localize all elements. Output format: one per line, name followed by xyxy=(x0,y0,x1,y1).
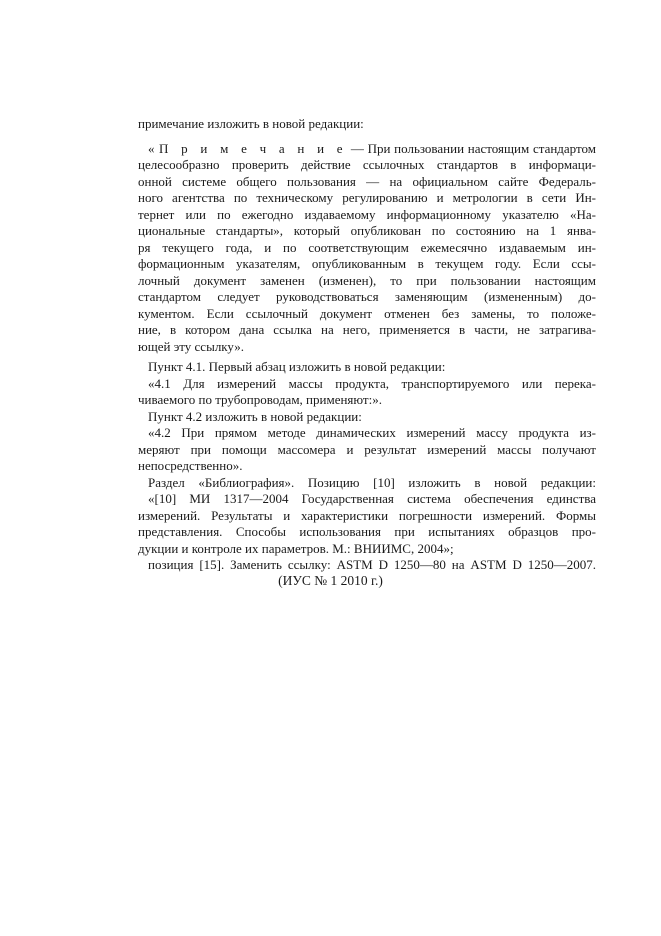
note-line: лочный документ заменен (изменен), то при пользовании настоящим xyxy=(138,272,596,288)
note-line: онной системе общего пользования — на официальном сайте Федераль- xyxy=(138,173,596,189)
note-dash: — При пользовании настоящим стандартом xyxy=(347,140,597,156)
intro-line: примечание изложить в новой редакции: xyxy=(138,116,364,131)
note-first-line xyxy=(138,141,596,158)
issue-reference: (ИУС № 1 2010 г.) xyxy=(278,573,383,588)
note-line: циональные стандарты», который опубликован по состоянию на 1 янва- xyxy=(138,223,596,238)
note-line: ного агентства по техническому регулированию и метрологии в сети Ин- xyxy=(138,190,596,205)
note-line: кументом. Если ссылочный документ отменен без замены, то положе- xyxy=(138,305,596,321)
note-line: стандартом следует руководствоваться заменяющим (измененным) до- xyxy=(138,289,596,304)
note-line: ря текущего года, и по соответствующим ежемесячно издаваемым ин- xyxy=(138,239,596,255)
note-line: ющей эту ссылку». xyxy=(138,338,245,354)
position-15-line: позиция [15]. Заменить ссылку: ASTM D 1250—80 на ASTM D 1250—2007. xyxy=(148,557,596,572)
biblio-line: представления. Способы использования при испытаниях образцов про- xyxy=(138,524,596,539)
biblio-header: Раздел «Библиография». Позицию [10] изложить в новой редакции: xyxy=(148,474,596,490)
note-line: ние, в котором дана ссылка на него, применяется в части, не затрагива- xyxy=(138,322,596,337)
biblio-line: измерений. Результаты и характеристики погрешности измерений. Формы xyxy=(138,507,596,523)
spacer xyxy=(138,133,596,141)
note-line: формационным указателям, опубликованным в текущем году. Если ссы- xyxy=(138,256,596,271)
note-label: «П р и м е ч а н и е xyxy=(148,140,348,156)
item-4-2-line: «4.2 При прямом методе динамических измерений массу продукта из- xyxy=(148,425,596,440)
item-4-1-line: чиваемого по трубопроводам, применяют:». xyxy=(138,392,382,407)
item-4-1-header: Пункт 4.1. Первый абзац изложить в новой редакции: xyxy=(148,359,446,374)
note-line: целесообразно проверить действие ссылочных стандартов в информаци- xyxy=(138,157,596,172)
item-4-1-line: «4.1 Для измерений массы продукта, транспортируемого или перека- xyxy=(148,375,596,391)
document-body xyxy=(138,116,596,574)
biblio-line: «[10] МИ 1317—2004 Государственная система обеспечения единства xyxy=(148,491,596,506)
item-4-2-line: непосредственно». xyxy=(138,458,243,473)
item-4-2-line: меряют при помощи массомера и результат измерений массы получают xyxy=(138,441,596,457)
biblio-line: дукции и контроле их параметров. М.: ВНИИМС, 2004»; xyxy=(138,540,454,556)
note-line: тернет или по ежегодно издаваемому информационному указателю «На- xyxy=(138,206,596,222)
item-4-2-header: Пункт 4.2 изложить в новой редакции: xyxy=(148,408,362,424)
